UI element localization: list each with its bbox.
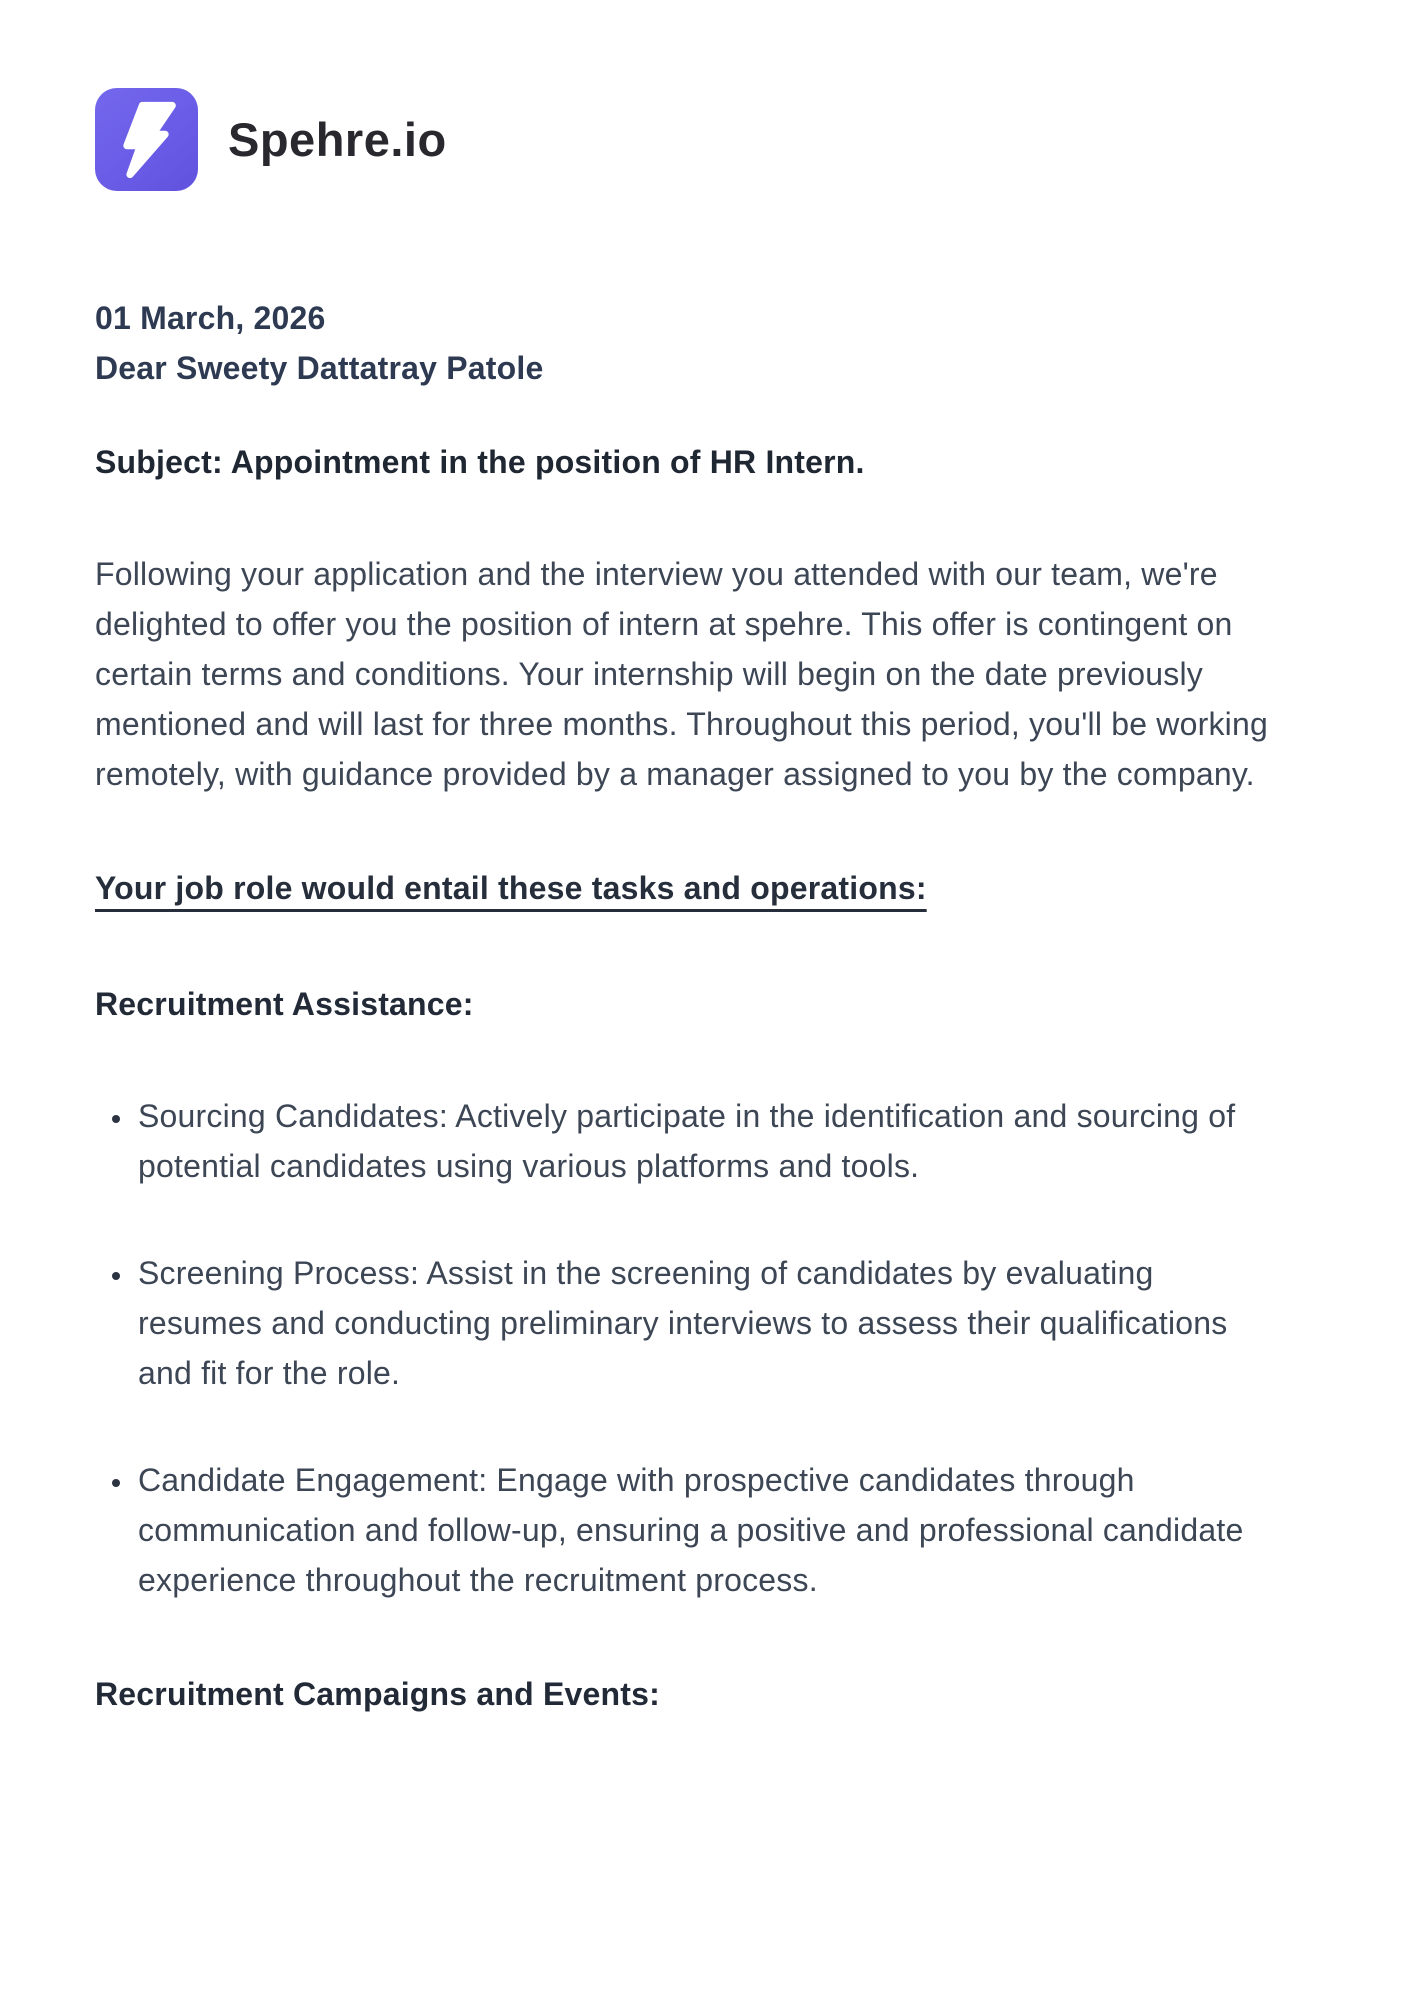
- lightning-s-icon: [95, 88, 198, 191]
- letter-body: [95, 293, 1280, 1719]
- brand-name: Spehre.io: [228, 113, 447, 166]
- recruitment-assistance-list: [95, 1091, 1280, 1605]
- subject-line: Subject: Appointment in the position of HR Intern.: [95, 444, 865, 480]
- intro-paragraph: Following your application and the interview you attended with our team, we're delighted to offer you the position of intern at spehre. This offer is contingent on certain terms and conditions. Your internship will begin on the date previously mentioned and will last for three months. Throughout this period, you'll be working remotely, with guidance provided by a manager assigned to you by the company.: [95, 556, 1268, 792]
- list-item: • Candidate Engagement: Engage with prospective candidates through communication and follow-up, ensuring a positive and professional candidate experience throughout the recruitment process.: [135, 1455, 1280, 1605]
- letter-salutation: Dear Sweety Dattatray Patole: [95, 350, 544, 386]
- date-salutation-block: [95, 293, 1280, 393]
- spehre-logo: [95, 88, 198, 191]
- letter-date: 01 March, 2026: [95, 300, 326, 336]
- brand-header: [95, 88, 1334, 191]
- tasks-heading: Your job role would entail these tasks and operations:: [95, 870, 927, 906]
- list-item: • Screening Process: Assist in the screening of candidates by evaluating resumes and conducting preliminary interviews to assess their qualifications and fit for the role.: [135, 1248, 1280, 1398]
- list-item: • Sourcing Candidates: Actively participate in the identification and sourcing of potential candidates using various platforms and tools.: [135, 1091, 1280, 1191]
- section-title-recruitment-assistance: Recruitment Assistance:: [95, 986, 474, 1022]
- section-title-recruitment-campaigns: Recruitment Campaigns and Events:: [95, 1676, 660, 1712]
